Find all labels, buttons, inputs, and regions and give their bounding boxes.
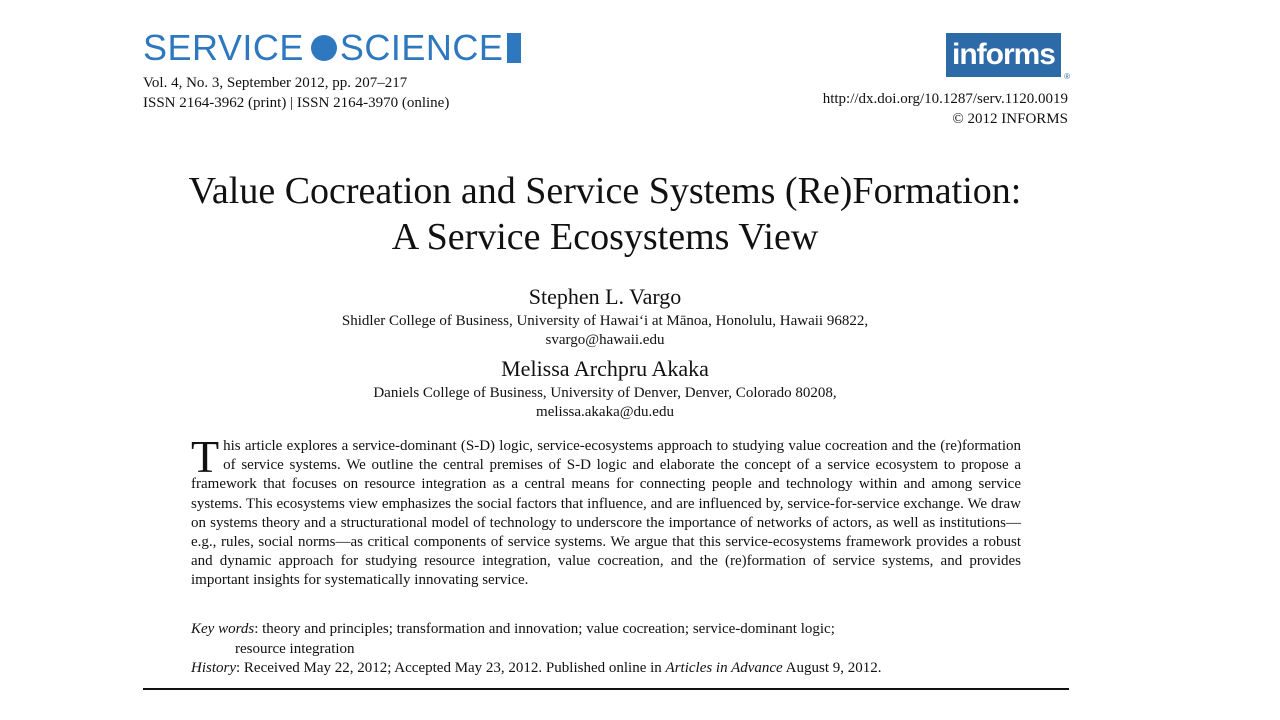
abstract-text: his article explores a service-dominant (S-D) logic, service-ecosystems approach to studying value cocreation and the (re)formation of service systems. We outline the central premises of S-D logic and elaborate the concept of a service ecosystem to propose a framework that focuses on resource integration as a central means for connecting people and technology within and among service systems. This ecosystems view emphasizes the social factors that influence, and are influenced by, service-for-service exchange. We draw on systems theory and a structurational model of technology to underscore the importance of networks of actors, as well as institutions—e.g., rules, social norms—as critical components of service systems. We argue that this service-ecosystems framework provides a robust and dynamic approach for studying resource integration, value cocreation, and the (re)formation of service systems, and provides important insights for systematically innovating service. <box>191 438 1021 589</box>
journal-name-part2: SCIENCE <box>339 27 504 68</box>
publisher-logo-text: informs <box>951 38 1055 71</box>
publisher-meta <box>823 89 1068 129</box>
author-email-1[interactable]: svargo@hawaii.edu <box>545 332 665 348</box>
journal-name-part1: SERVICE <box>143 27 304 68</box>
publisher-logo <box>946 33 1069 81</box>
author-name-1: Stephen L. Vargo <box>528 284 682 309</box>
author-email-2[interactable]: melissa.akaka@du.edu <box>536 404 674 420</box>
keywords-text: theory and principles; transformation and innovation; value cocreation; service-dominant logic; <box>262 621 835 637</box>
abstract <box>191 431 1021 591</box>
history-text: Received May 22, 2012; Accepted May 23, 2012. Published online in <box>243 660 662 676</box>
copyright: © 2012 INFORMS <box>952 111 1068 127</box>
bottom-rule <box>143 688 1069 690</box>
abstract-dropcap: T <box>191 431 220 482</box>
keywords-block <box>191 620 1021 679</box>
registered-mark: ® <box>1064 72 1069 81</box>
title-line-1: Value Cocreation and Service Systems (Re)Formation: <box>188 170 1022 212</box>
author-affiliation-2: Daniels College of Business, University of Denver, Denver, Colorado 80208, <box>373 385 837 401</box>
journal-logo-bar-icon <box>507 33 521 63</box>
keywords-label: Key words <box>191 621 255 637</box>
journal-logo <box>143 27 521 68</box>
history-italic: Articles in Advance <box>665 660 783 676</box>
doi-link[interactable]: http://dx.doi.org/10.1287/serv.1120.0019 <box>822 91 1068 107</box>
history-label: History <box>191 660 236 676</box>
keywords-line-2: resource integration <box>235 640 355 657</box>
journal-logo-dot-icon <box>311 35 337 61</box>
volume-line: Vol. 4, No. 3, September 2012, pp. 207–217 <box>143 75 408 91</box>
keywords-line: Key words: theory and principles; transformation and innovation; value cocreation; service-dominant logic; <box>191 621 835 637</box>
author-name-2: Melissa Archpru Akaka <box>501 356 709 381</box>
author-affiliation-1: Shidler College of Business, University of Hawai‘i at Mānoa, Honolulu, Hawaii 96822, <box>341 313 869 329</box>
title-line-2: A Service Ecosystems View <box>391 216 819 258</box>
article-title <box>0 168 1210 260</box>
issn-line: ISSN 2164-3962 (print) | ISSN 2164-3970 (online) <box>143 95 450 111</box>
journal-meta <box>143 73 449 113</box>
history-date: August 9, 2012. <box>785 660 882 676</box>
history-line: History: Received May 22, 2012; Accepted May 23, 2012. Published online in Articles in Advance August 9, 2012. <box>191 660 882 676</box>
